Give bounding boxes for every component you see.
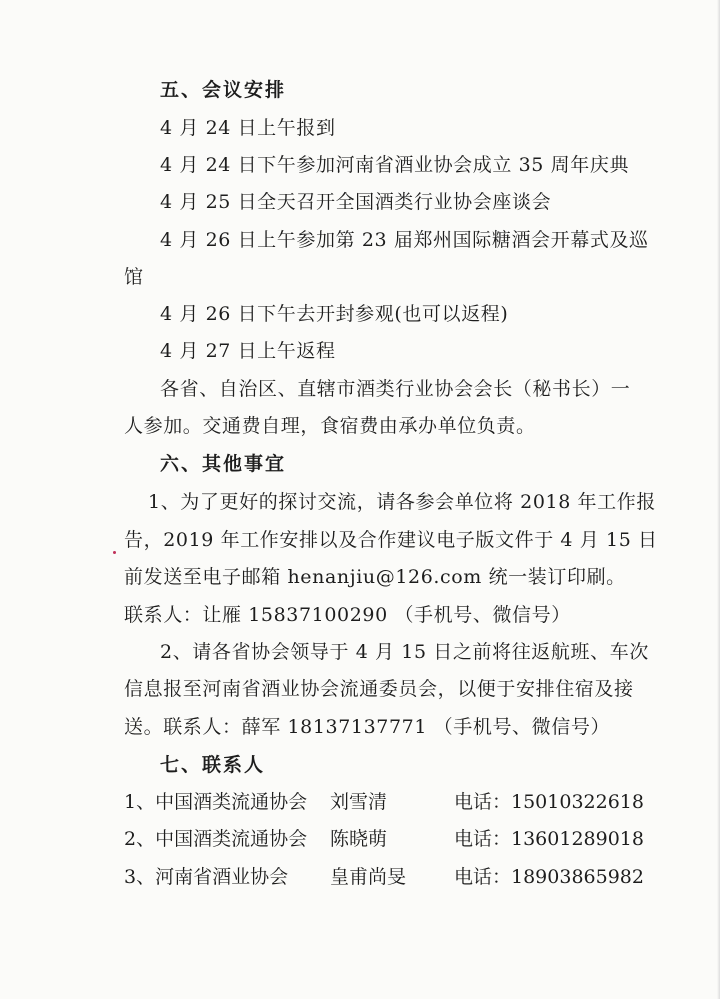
section-6-heading: 六、其他事宜 bbox=[160, 453, 287, 475]
body-line: 4 月 25 日全天召开全国酒类行业协会座谈会 bbox=[160, 191, 552, 213]
section-5-heading: 五、会议安排 bbox=[160, 79, 287, 101]
body-line: 4 月 24 日上午报到 bbox=[160, 117, 336, 139]
body-line: 4 月 24 日下午参加河南省酒业协会成立 35 周年庆典 bbox=[160, 154, 630, 176]
body-line: 馆 bbox=[124, 266, 144, 288]
body-line: 4 月 27 日上午返程 bbox=[160, 340, 336, 362]
contact-name: 刘雪清 bbox=[330, 791, 388, 813]
contact-org: 2、中国酒类流通协会 bbox=[124, 828, 308, 850]
body-line: 信息报至河南省酒业协会流通委员会，以便于安排住宿及接 bbox=[124, 678, 634, 700]
contact-org: 3、河南省酒业协会 bbox=[124, 866, 289, 888]
contact-line: 送。联系人：薛军 18137137771 （手机号、微信号） bbox=[124, 716, 611, 738]
contact-phone: 电话：18903865982 bbox=[454, 866, 644, 888]
contact-name: 陈晓萌 bbox=[330, 828, 388, 850]
contact-name: 皇甫尚旻 bbox=[330, 866, 407, 888]
body-line: 4 月 26 日下午去开封参观(也可以返程) bbox=[160, 303, 509, 325]
body-line: 1、为了更好的探讨交流，请各参会单位将 2018 年工作报 bbox=[148, 491, 656, 513]
body-line: 前发送至电子邮箱 henanjiu@126.com 统一装订印刷。 bbox=[124, 566, 626, 588]
body-line: 人参加。交通费自理，食宿费由承办单位负责。 bbox=[124, 415, 536, 437]
body-line: 4 月 26 日上午参加第 23 届郑州国际糖酒会开幕式及巡 bbox=[160, 229, 649, 251]
body-line: 2、请各省协会领导于 4 月 15 日之前将往返航班、车次 bbox=[160, 641, 649, 663]
scan-speck bbox=[113, 551, 116, 554]
contact-org: 1、中国酒类流通协会 bbox=[124, 791, 308, 813]
contact-phone: 电话：13601289018 bbox=[454, 828, 644, 850]
body-line: 各省、自治区、直辖市酒类行业协会会长（秘书长）一 bbox=[160, 378, 631, 400]
contact-row bbox=[124, 826, 644, 852]
contact-row bbox=[124, 789, 644, 815]
contact-row bbox=[124, 864, 644, 890]
contact-line: 联系人：让雁 15837100290 （手机号、微信号） bbox=[124, 604, 571, 626]
body-line: 告，2019 年工作安排以及合作建议电子版文件于 4 月 15 日 bbox=[124, 529, 658, 551]
section-7-heading: 七、联系人 bbox=[160, 754, 266, 776]
contact-phone: 电话：15010322618 bbox=[454, 791, 644, 813]
